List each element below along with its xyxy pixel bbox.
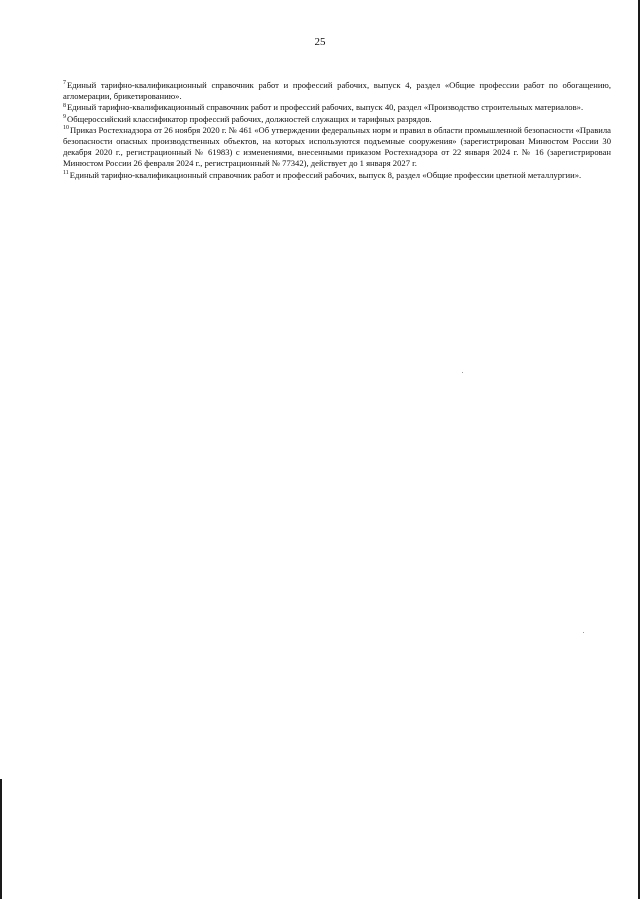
- page-number: 25: [314, 36, 326, 48]
- footnote-11: [63, 170, 611, 181]
- footnotes-block: [63, 80, 611, 181]
- footnote-10: [63, 125, 611, 170]
- footnote-text: Единый тарифно-квалификационный справочник работ и профессий рабочих, выпуск 40, раздел «Производство строительных материалов».: [67, 102, 584, 113]
- footnote-mark: 7: [63, 80, 66, 87]
- footnote-8: [63, 102, 611, 113]
- footnote-mark: 11: [63, 169, 69, 176]
- footnote-mark: 8: [63, 102, 66, 109]
- footnote-text: Единый тарифно-квалификационный справочник работ и профессий рабочих, выпуск 4, раздел «Общие профессии работ по обогащению, агломерации, брикетированию».: [63, 80, 611, 102]
- footnote-9: [63, 114, 611, 125]
- footnote-text: Общероссийский классификатор профессий рабочих, должностей служащих и тарифных разрядов.: [67, 113, 432, 124]
- footnote-7: [63, 80, 611, 102]
- scan-speck: [583, 632, 584, 633]
- scan-speck: [462, 372, 463, 373]
- footnote-text: Приказ Ростехнадзора от 26 ноября 2020 г. № 461 «Об утверждении федеральных норм и правил в области промышленной безопасности «Правила безопасности опасных производственных объектов, на которых используются подъемные сооружения» (зарегистрирован Минюстом России 30 декабря 2020 г., регистрационный № 61983) с изменениями, внесенными приказом Ростехнадзора от 22 января 2024 г. № 16 (зарегистрирован Минюстом России 26 февраля 2024 г., регистрационный № 77342), действует до 1 января 2027 г.: [63, 124, 611, 169]
- footnote-text: Единый тарифно-квалификационный справочник работ и профессий рабочих, выпуск 8, раздел «Общие профессии цветной металлургии».: [69, 169, 582, 180]
- scan-edge-left: [0, 779, 2, 899]
- footnote-mark: 10: [63, 124, 69, 131]
- footnote-mark: 9: [63, 113, 66, 120]
